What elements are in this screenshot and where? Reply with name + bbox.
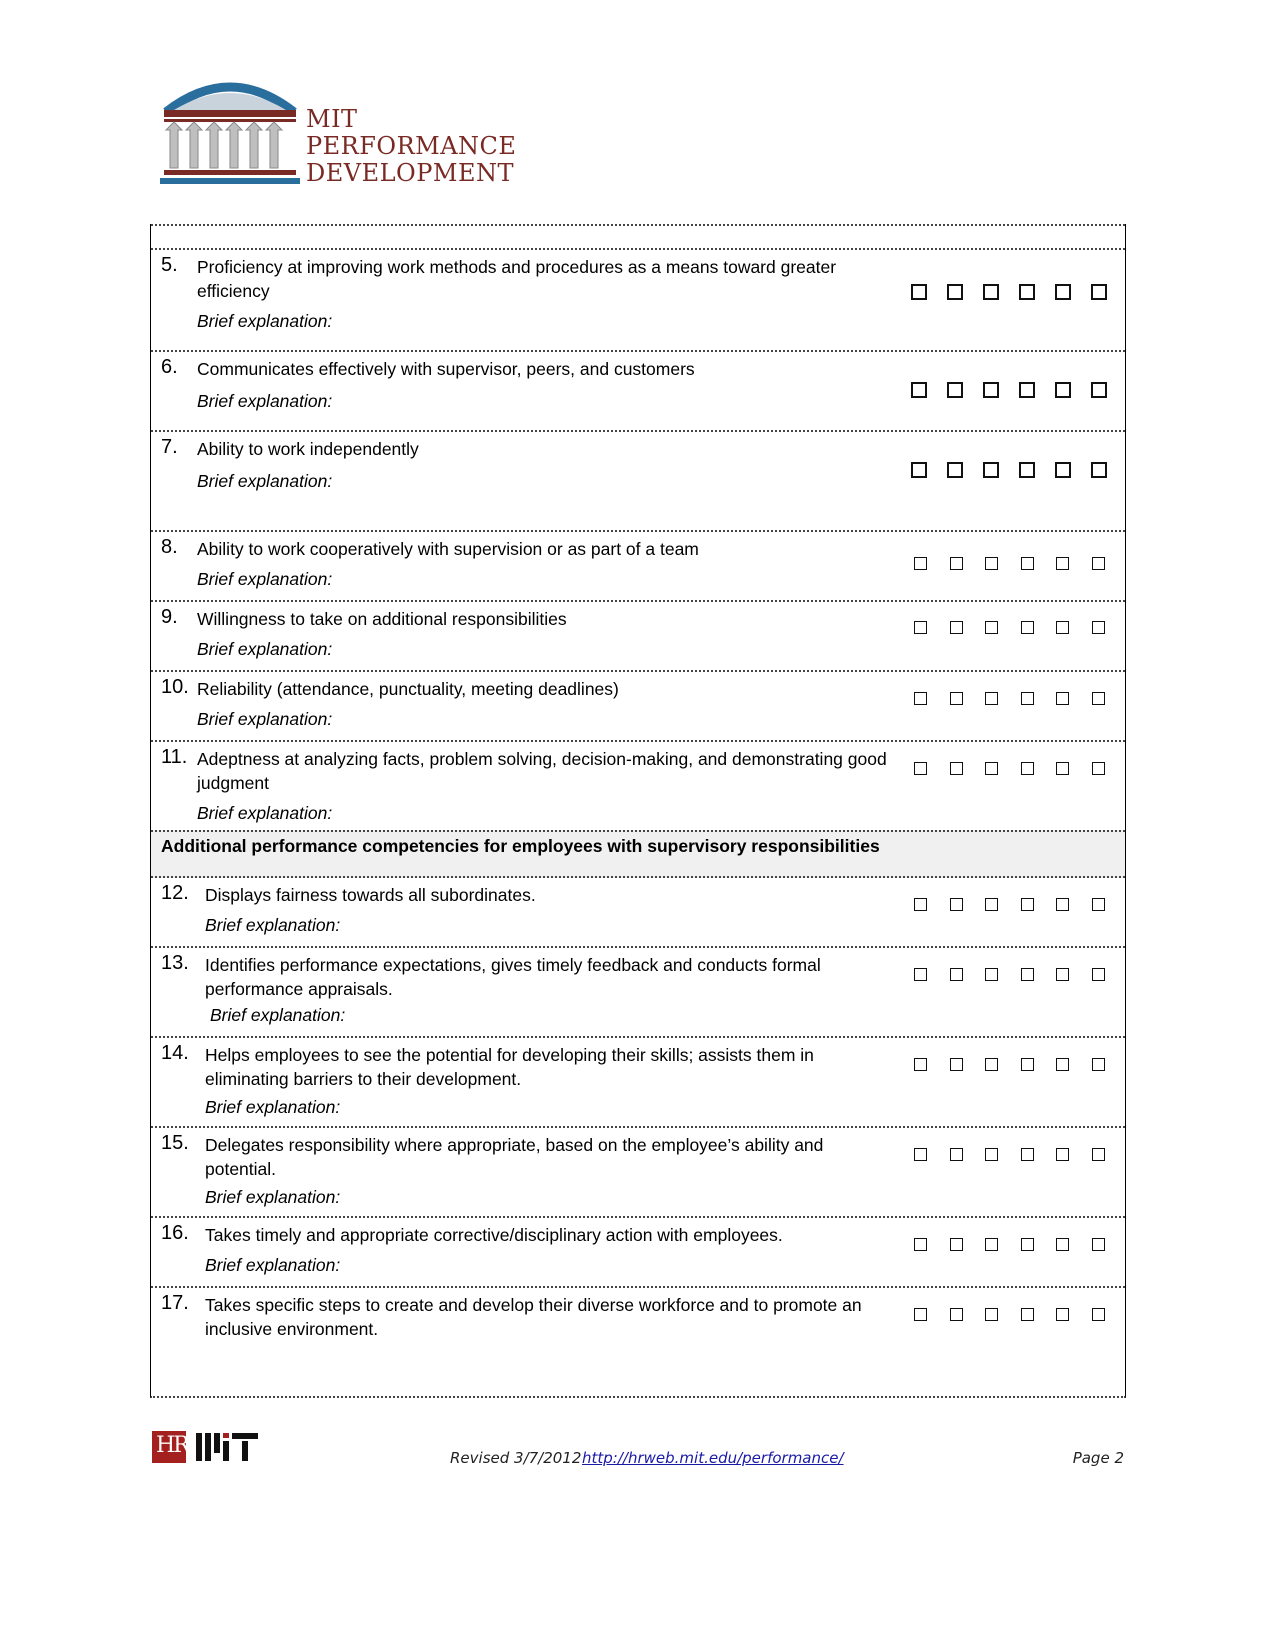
rating-checkbox-2[interactable] xyxy=(950,1058,963,1071)
rating-checkboxes xyxy=(911,690,1116,710)
rating-checkbox-6[interactable] xyxy=(1092,1058,1105,1071)
rating-checkbox-6[interactable] xyxy=(1091,382,1107,398)
rating-checkbox-3[interactable] xyxy=(985,762,998,775)
hr-logo-text: HR xyxy=(156,1433,188,1458)
rating-checkbox-6[interactable] xyxy=(1092,762,1105,775)
competency-row-16 xyxy=(151,1216,1125,1288)
rating-checkbox-2[interactable] xyxy=(950,762,963,775)
rating-checkbox-2[interactable] xyxy=(950,557,963,570)
rating-checkbox-6[interactable] xyxy=(1092,968,1105,981)
rating-checkbox-4[interactable] xyxy=(1021,1238,1034,1251)
item-number: 8. xyxy=(161,536,178,558)
competency-rating-form xyxy=(150,224,1126,1398)
rating-checkbox-2[interactable] xyxy=(947,382,963,398)
rating-checkbox-4[interactable] xyxy=(1021,968,1034,981)
rating-checkbox-4[interactable] xyxy=(1021,1058,1034,1071)
competency-row-12 xyxy=(151,876,1125,948)
brief-explanation-label: Brief explanation: xyxy=(205,1097,341,1117)
brief-explanation-label: Brief explanation: xyxy=(197,803,333,823)
competency-row-15 xyxy=(151,1126,1125,1218)
rating-checkbox-4[interactable] xyxy=(1021,692,1034,705)
rating-checkbox-3[interactable] xyxy=(985,1148,998,1161)
rating-checkboxes xyxy=(911,1236,1116,1256)
rating-checkbox-3[interactable] xyxy=(983,284,999,300)
item-number: 13. xyxy=(161,952,189,974)
rating-checkboxes xyxy=(911,462,1116,482)
item-number: 11. xyxy=(161,746,188,768)
rating-checkbox-5[interactable] xyxy=(1056,1238,1069,1251)
rating-checkbox-2[interactable] xyxy=(950,1308,963,1321)
rating-checkboxes xyxy=(911,619,1116,639)
rating-checkbox-5[interactable] xyxy=(1055,284,1071,300)
rating-checkbox-3[interactable] xyxy=(985,557,998,570)
rating-checkbox-6[interactable] xyxy=(1091,462,1107,478)
rating-checkboxes xyxy=(911,1056,1116,1076)
competency-row-9 xyxy=(151,600,1125,672)
rating-checkbox-4[interactable] xyxy=(1021,557,1034,570)
rating-checkbox-6[interactable] xyxy=(1092,692,1105,705)
rating-checkbox-3[interactable] xyxy=(985,898,998,911)
rating-checkbox-5[interactable] xyxy=(1056,1148,1069,1161)
item-number: 17. xyxy=(161,1292,189,1314)
brief-explanation-label: Brief explanation: xyxy=(205,915,341,935)
revised-date: Revised 3/7/2012 xyxy=(450,1449,582,1467)
rating-checkbox-4[interactable] xyxy=(1019,382,1035,398)
item-text: Helps employees to see the potential for developing their skills; assists them in eliminating barriers to their development. xyxy=(205,1045,814,1089)
logo-line-2: PERFORMANCE xyxy=(306,132,517,160)
rating-checkbox-5[interactable] xyxy=(1056,762,1069,775)
brief-explanation-label: Brief explanation: xyxy=(210,1005,346,1025)
item-number: 16. xyxy=(161,1222,189,1244)
rating-checkbox-1[interactable] xyxy=(914,1148,927,1161)
rating-checkbox-1[interactable] xyxy=(911,462,927,478)
rating-checkbox-2[interactable] xyxy=(950,1148,963,1161)
page-footer xyxy=(152,1431,1124,1471)
item-text: Takes timely and appropriate corrective/disciplinary action with employees. xyxy=(205,1225,783,1245)
brief-explanation-label: Brief explanation: xyxy=(197,639,333,659)
rating-checkbox-3[interactable] xyxy=(985,1238,998,1251)
rating-checkbox-1[interactable] xyxy=(914,621,927,634)
brief-explanation-label: Brief explanation: xyxy=(197,709,333,729)
rating-checkbox-5[interactable] xyxy=(1056,968,1069,981)
competency-row-17 xyxy=(151,1286,1125,1396)
logo-wordmark xyxy=(306,106,516,187)
rating-checkboxes xyxy=(911,1146,1116,1166)
competency-row-6 xyxy=(151,350,1125,432)
supervisory-section-header xyxy=(151,830,1125,878)
rating-checkbox-5[interactable] xyxy=(1056,1308,1069,1321)
competency-row-13 xyxy=(151,946,1125,1038)
rating-checkbox-1[interactable] xyxy=(914,762,927,775)
mit-logo-icon xyxy=(196,1433,260,1461)
item-number: 14. xyxy=(161,1042,189,1064)
item-text: Adeptness at analyzing facts, problem solving, decision-making, and demonstrating good judgment xyxy=(197,749,887,793)
rating-checkboxes xyxy=(911,760,1116,780)
rating-checkbox-2[interactable] xyxy=(950,692,963,705)
rating-checkbox-4[interactable] xyxy=(1019,462,1035,478)
item-text: Proficiency at improving work methods and procedures as a means toward greater efficiency xyxy=(197,257,837,301)
brief-explanation-label: Brief explanation: xyxy=(197,311,333,331)
rating-checkbox-2[interactable] xyxy=(950,968,963,981)
section-title: Additional performance competencies for employees with supervisory responsibilities xyxy=(161,836,880,856)
item-text: Identifies performance expectations, gives timely feedback and conducts formal performance appraisals. xyxy=(205,955,821,999)
rating-checkbox-1[interactable] xyxy=(914,557,927,570)
rating-checkboxes xyxy=(911,555,1116,575)
rating-checkbox-2[interactable] xyxy=(950,1238,963,1251)
rating-checkbox-3[interactable] xyxy=(985,692,998,705)
competency-row-5 xyxy=(151,248,1125,352)
rating-checkbox-3[interactable] xyxy=(983,382,999,398)
competency-row-10 xyxy=(151,670,1125,742)
rating-checkbox-1[interactable] xyxy=(914,1308,927,1321)
rating-checkbox-2[interactable] xyxy=(947,462,963,478)
rating-checkbox-2[interactable] xyxy=(947,284,963,300)
rating-checkbox-3[interactable] xyxy=(985,1058,998,1071)
mit-hr-logo xyxy=(152,1431,186,1463)
rating-checkbox-3[interactable] xyxy=(983,462,999,478)
competency-row-7 xyxy=(151,430,1125,532)
rating-checkbox-5[interactable] xyxy=(1056,692,1069,705)
item-text: Ability to work cooperatively with supervision or as part of a team xyxy=(197,539,699,559)
rating-checkbox-1[interactable] xyxy=(911,382,927,398)
rating-checkbox-1[interactable] xyxy=(914,968,927,981)
page-number: Page 2 xyxy=(1072,1449,1124,1467)
item-number: 7. xyxy=(161,436,178,458)
rating-checkbox-4[interactable] xyxy=(1021,898,1034,911)
item-number: 9. xyxy=(161,606,178,628)
item-text: Takes specific steps to create and develop their diverse workforce and to promote an inclusive environment. xyxy=(205,1295,862,1339)
rating-checkbox-5[interactable] xyxy=(1056,557,1069,570)
item-text: Ability to work independently xyxy=(197,439,419,459)
brief-explanation-label: Brief explanation: xyxy=(197,471,333,491)
rating-checkbox-1[interactable] xyxy=(914,1058,927,1071)
item-text: Reliability (attendance, punctuality, meeting deadlines) xyxy=(197,679,619,699)
brief-explanation-label: Brief explanation: xyxy=(205,1255,341,1275)
rating-checkbox-5[interactable] xyxy=(1055,462,1071,478)
rating-checkbox-4[interactable] xyxy=(1021,762,1034,775)
brief-explanation-label: Brief explanation: xyxy=(205,1187,341,1207)
rating-checkbox-5[interactable] xyxy=(1056,621,1069,634)
rating-checkbox-6[interactable] xyxy=(1092,557,1105,570)
brief-explanation-label: Brief explanation: xyxy=(197,391,333,411)
brief-explanation-label: Brief explanation: xyxy=(197,569,333,589)
item-text: Willingness to take on additional responsibilities xyxy=(197,609,567,629)
rating-checkbox-4[interactable] xyxy=(1021,1308,1034,1321)
competency-row-8 xyxy=(151,530,1125,602)
rating-checkbox-1[interactable] xyxy=(914,692,927,705)
rating-checkbox-6[interactable] xyxy=(1092,1308,1105,1321)
rating-checkboxes xyxy=(911,382,1116,402)
rating-checkbox-6[interactable] xyxy=(1091,284,1107,300)
rating-checkboxes xyxy=(911,284,1116,304)
rating-checkbox-1[interactable] xyxy=(914,1238,927,1251)
competency-row-14 xyxy=(151,1036,1125,1128)
temple-icon xyxy=(160,72,300,196)
rating-checkbox-5[interactable] xyxy=(1056,1058,1069,1071)
competency-row-11 xyxy=(151,740,1125,832)
rating-checkbox-6[interactable] xyxy=(1092,621,1105,634)
item-number: 12. xyxy=(161,882,189,904)
rating-checkboxes xyxy=(911,1306,1116,1326)
rating-checkbox-4[interactable] xyxy=(1019,284,1035,300)
item-number: 5. xyxy=(161,254,178,276)
rating-checkboxes xyxy=(911,966,1116,986)
item-text: Displays fairness towards all subordinates. xyxy=(205,885,536,905)
logo-line-3: DEVELOPMENT xyxy=(306,159,514,187)
form-top-border xyxy=(151,224,1125,226)
rating-checkbox-6[interactable] xyxy=(1092,1148,1105,1161)
rating-checkbox-1[interactable] xyxy=(914,898,927,911)
rating-checkbox-2[interactable] xyxy=(950,898,963,911)
performance-link[interactable]: http://hrweb.mit.edu/performance/ xyxy=(582,1449,844,1467)
rating-checkbox-4[interactable] xyxy=(1021,1148,1034,1161)
rating-checkbox-3[interactable] xyxy=(985,968,998,981)
rating-checkbox-5[interactable] xyxy=(1055,382,1071,398)
item-text: Communicates effectively with supervisor, peers, and customers xyxy=(197,359,695,379)
item-text: Delegates responsibility where appropriate, based on the employee’s ability and potential. xyxy=(205,1135,824,1179)
rating-checkbox-1[interactable] xyxy=(911,284,927,300)
item-number: 6. xyxy=(161,356,178,378)
mit-performance-development-logo xyxy=(160,72,517,196)
rating-checkbox-3[interactable] xyxy=(985,1308,998,1321)
rating-checkbox-3[interactable] xyxy=(985,621,998,634)
rating-checkbox-6[interactable] xyxy=(1092,1238,1105,1251)
item-number: 15. xyxy=(161,1132,189,1154)
rating-checkbox-4[interactable] xyxy=(1021,621,1034,634)
rating-checkboxes xyxy=(911,896,1116,916)
rating-checkbox-2[interactable] xyxy=(950,621,963,634)
logo-line-1: MIT xyxy=(306,105,358,133)
item-number: 10. xyxy=(161,676,189,698)
rating-checkbox-5[interactable] xyxy=(1056,898,1069,911)
rating-checkbox-6[interactable] xyxy=(1092,898,1105,911)
